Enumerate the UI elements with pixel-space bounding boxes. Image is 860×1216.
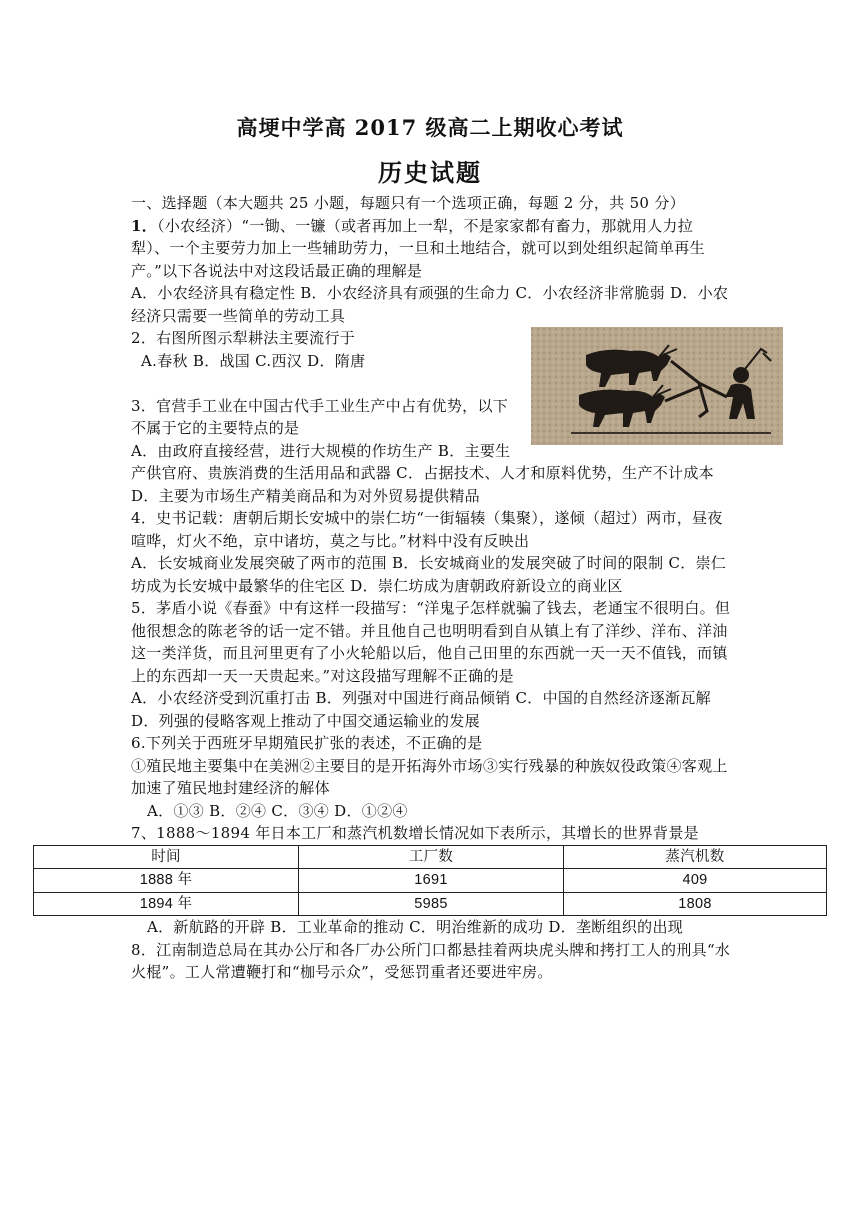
table-row (34, 892, 827, 916)
question-3: 3．官营手工业在中国古代手工业生产中占有优势，以下不属于它的主要特点的是 (131, 396, 509, 437)
table-cell: 5985 (299, 892, 564, 916)
table-header: 蒸汽机数 (564, 845, 827, 869)
factory-steam-engine-table (33, 845, 827, 917)
question-1-text: （小农经济）“一锄、一镰（或者再加上一犁，不是家家都有畜力，那就用人力拉犁）、一个主要劳力加上一些辅助劳力，一旦和土地结合，就可以到处组织起简单再生产。”以下各说法中对这段话最正确的理解是 (131, 216, 705, 280)
question-8: 8．江南制造总局在其办公厅和各厂办公所门口都悬挂着两块虎头牌和拷打工人的刑具“水火棍”。工人常遭鞭打和“枷号示众”，受惩罚重者还要进牢房。 (131, 940, 731, 981)
question-4: 4．史书记载：唐朝后期长安城中的崇仁坊“一街辐辏（集聚），遂倾（超过）两市，昼夜喧哗，灯火不绝，京中诸坊，莫之与比。”材料中没有反映出 (131, 509, 723, 550)
table-cell: 1691 (299, 869, 564, 893)
exam-subtitle: 历史试题 (378, 158, 482, 187)
question-2: 2．右图所图示犁耕法主要流行于 (131, 329, 356, 347)
question-5-options-abc: A．小农经济受到沉重打击 B．列强对中国进行商品倾销 C．中国的自然经济逐渐瓦解 (131, 689, 711, 707)
table-cell: 1808 (564, 892, 827, 916)
table-row (34, 869, 827, 893)
table-header: 工厂数 (299, 845, 564, 869)
section-heading: 一、选择题（本大题共 25 小题，每题只有一个选项正确，每题 2 分，共 50 分） (131, 194, 685, 212)
ox-plowing-mural-icon (531, 327, 783, 445)
table-header: 时间 (34, 845, 299, 869)
question-1 (131, 215, 731, 283)
question-5: 5．茅盾小说《春蚕》中有这样一段描写：“洋鬼子怎样就骗了钱去，老通宝不很明白。但他很想念的陈老爷的话一定不错。并且他自己也明明看到自从镇上有了洋纱、洋布、洋油这一类洋货，而且河里更有了小火轮船以后，他自己田里的东西就一天一天不值钱，而镇上的东西却一天一天贵起来。”对这段描写理解不正确的是 (131, 599, 731, 685)
question-7: 7、1888～1894 年日本工厂和蒸汽机数增长情况如下表所示，其增长的世界背景是 (131, 824, 699, 842)
table-cell: 1888 年 (34, 869, 299, 893)
question-2-options: A.春秋 B．战国 C.西汉 D．隋唐 (141, 351, 366, 370)
exam-content (131, 192, 731, 984)
exam-title: 高埂中学高 2017 级高二上期收心考试 (236, 115, 624, 140)
question-6-statements: ①殖民地主要集中在美洲②主要目的是开拓海外市场③实行残暴的种族奴役政策④客观上加速了殖民地封建经济的解体 (131, 756, 728, 797)
question-6-options: A．①③ B．②④ C．③④ D．①②④ (147, 801, 408, 820)
table-cell: 1894 年 (34, 892, 299, 916)
ox-plowing-image (531, 327, 783, 445)
question-3-options: A．由政府直接经营，进行大规模的作坊生产 B．主要生产供官府、贵族消费的生活用品和武器 C．占据技术、人才和原料优势，生产不计成本 D．主要为市场生产精美商品和为对外贸易提供精品 (131, 441, 714, 505)
table-header-row (34, 845, 827, 869)
data-table-container (33, 845, 827, 917)
question-4-options: A．长安城商业发展突破了两市的范围 B．长安城商业的发展突破了时间的限制 C．崇仁坊成为长安城中最繁华的住宅区 D．崇仁坊成为唐朝政府新设立的商业区 (131, 554, 727, 595)
question-7-options: A．新航路的开辟 B．工业革命的推动 C．明治维新的成功 D．垄断组织的出现 (147, 918, 684, 936)
question-5-option-d: D．列强的侵略客观上推动了中国交通运输业的发展 (131, 711, 480, 730)
question-6: 6.下列关于西班牙早期殖民扩张的表述，不正确的是 (131, 734, 483, 752)
question-1-number: 1． (131, 216, 158, 235)
table-cell: 409 (564, 869, 827, 893)
question-1-options: A．小农经济具有稳定性 B．小农经济具有顽强的生命力 C．小农经济非常脆弱 D．小农经济只需要一些简单的劳动工具 (131, 284, 729, 325)
